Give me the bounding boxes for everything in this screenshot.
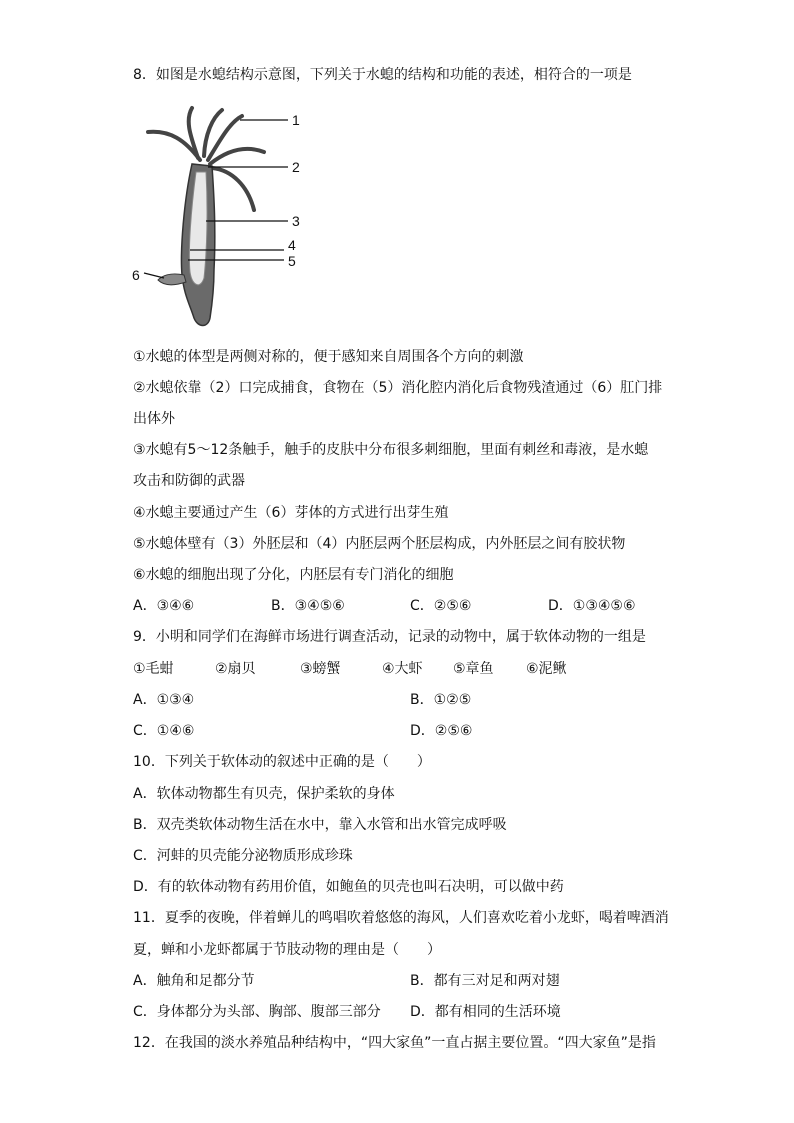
q8-option-d: D．①③④⑤⑥ bbox=[548, 598, 636, 614]
figure-label-6: 6 bbox=[132, 267, 140, 283]
q8-option-c: C．②⑤⑥ bbox=[410, 598, 472, 614]
q8-statement-2-cont: 出体外 bbox=[133, 411, 175, 427]
figure-label-4: 4 bbox=[288, 237, 296, 253]
q10-option-a: A．软体动物都生有贝壳，保护柔软的身体 bbox=[133, 786, 395, 802]
figure-label-2: 2 bbox=[292, 159, 300, 175]
q9-animal-1: ①毛蚶 bbox=[133, 661, 174, 677]
q8-statement-3: ③水螅有5～12条触手，触手的皮肤中分布很多刺细胞，里面有刺丝和毒液，是水螅 bbox=[133, 442, 649, 458]
figure-label-3: 3 bbox=[292, 213, 300, 229]
question-9-stem: 9．小明和同学们在海鲜市场进行调查活动，记录的动物中，属于软体动物的一组是 bbox=[133, 629, 646, 645]
q9-option-d: D．②⑤⑥ bbox=[410, 723, 473, 739]
q8-option-b: B．③④⑤⑥ bbox=[271, 598, 345, 614]
q9-option-c: C．①④⑥ bbox=[133, 723, 195, 739]
q8-option-a: A．③④⑥ bbox=[133, 598, 195, 614]
q11-option-c: C．身体都分为头部、胸部、腹部三部分 bbox=[133, 1004, 381, 1020]
q9-option-a: A．①③④ bbox=[133, 692, 195, 708]
q8-statement-4: ④水螅主要通过产生（6）芽体的方式进行出芽生殖 bbox=[133, 505, 449, 521]
q9-animal-6: ⑥泥鳅 bbox=[526, 661, 567, 677]
q8-statement-1: ①水螅的体型是两侧对称的，便于感知来自周围各个方向的刺激 bbox=[133, 349, 524, 365]
q9-animal-2: ②扇贝 bbox=[215, 661, 256, 677]
q9-animal-4: ④大虾 bbox=[382, 661, 423, 677]
q11-option-d: D．都有相同的生活环境 bbox=[410, 1004, 561, 1020]
q8-statement-6: ⑥水螅的细胞出现了分化，内胚层有专门消化的细胞 bbox=[133, 567, 454, 583]
q9-animal-3: ③螃蟹 bbox=[300, 661, 341, 677]
q9-animal-5: ⑤章鱼 bbox=[453, 661, 494, 677]
q8-statement-3-cont: 攻击和防御的武器 bbox=[133, 473, 245, 489]
q8-statement-5: ⑤水螅体壁有（3）外胚层和（4）内胚层两个胚层构成，内外胚层之间有胶状物 bbox=[133, 536, 626, 552]
question-12-stem: 12．在我国的淡水养殖品种结构中，“四大家鱼”一直占据主要位置。“四大家鱼”是指 bbox=[133, 1035, 656, 1051]
q10-option-d: D．有的软体动物有药用价值，如鲍鱼的贝壳也叫石决明，可以做中药 bbox=[133, 879, 564, 895]
question-11-stem-line-2: 夏，蝉和小龙虾都属于节肢动物的理由是（ ） bbox=[133, 942, 441, 958]
q11-option-a: A．触角和足都分节 bbox=[133, 973, 255, 989]
question-8-stem: 8．如图是水螅结构示意图，下列关于水螅的结构和功能的表述，相符合的一项是 bbox=[133, 67, 632, 83]
q10-option-b: B．双壳类软体动物生活在水中，靠入水管和出水管完成呼吸 bbox=[133, 817, 507, 833]
q8-statement-2: ②水螅依靠（2）口完成捕食，食物在（5）消化腔内消化后食物残渣通过（6）肛门排 bbox=[133, 380, 663, 396]
figure-label-5: 5 bbox=[288, 253, 296, 269]
q9-option-b: B．①②⑤ bbox=[410, 692, 472, 708]
question-10-stem: 10．下列关于软体动的叙述中正确的是（ ） bbox=[133, 754, 431, 770]
figure-label-1: 1 bbox=[292, 112, 300, 128]
question-11-stem-line-1: 11．夏季的夜晚，伴着蝉儿的鸣唱吹着悠悠的海风，人们喜欢吃着小龙虾，喝着啤酒消 bbox=[133, 910, 669, 926]
q10-option-c: C．河蚌的贝壳能分泌物质形成珍珠 bbox=[133, 848, 353, 864]
hydra-structure-figure bbox=[130, 100, 330, 335]
q11-option-b: B．都有三对足和两对翅 bbox=[410, 973, 560, 989]
